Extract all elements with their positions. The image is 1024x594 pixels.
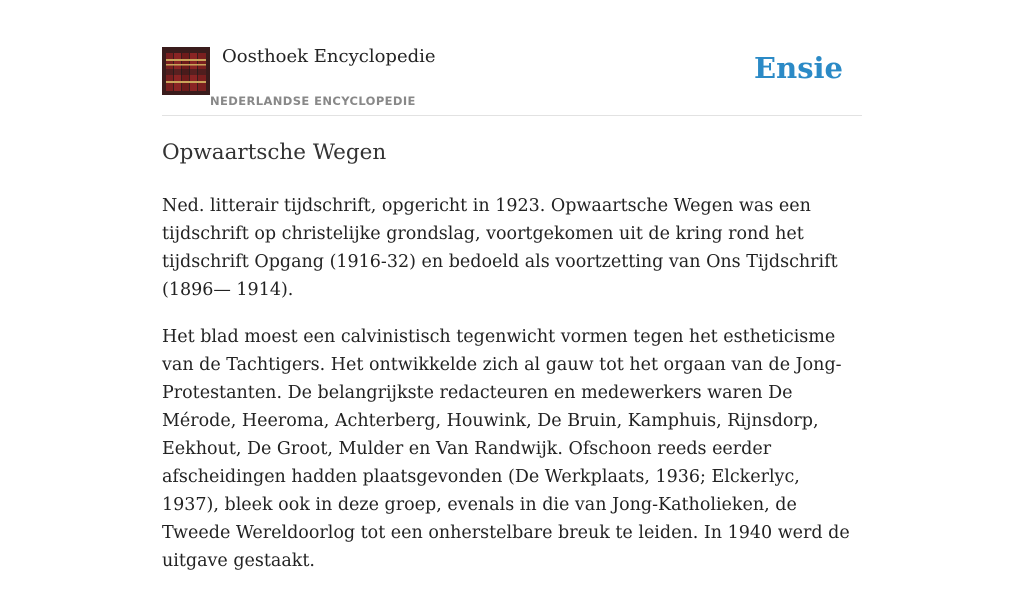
site-header: [162, 0, 862, 116]
article-paragraph: Ned. litterair tijdschrift, opgericht in 1923. Opwaartsche Wegen was een tijdschrift op christelijke grondslag, voortgekomen uit de kring rond het tijdschrift Opgang (1916-32) en bedoeld als voortzetting van Ons Tijdschrift (1896— 1914).: [162, 196, 838, 300]
article-paragraph: Het blad moest een calvinistisch tegenwicht vormen tegen het estheticisme van de Tachtigers. Het ontwikkelde zich al gauw tot het orgaan van de Jong-Protestanten. De belangrijkste redacteuren en medewerkers waren De Mérode, Heeroma, Achterberg, Houwink, De Bruin, Kamphuis, Rijnsdorp, Eekhout, De Groot, Mulder en Van Randwijk. Ofschoon reeds eerder afscheidingen hadden plaatsgevonden (De Werkplaats, 1936; Elckerlyc, 1937), bleek ook in deze groep, evenals in die van Jong-Katholieken, de Tweede Wereldoorlog tot een onherstelbare breuk te leiden. In 1940 werd de uitgave gestaakt.: [162, 327, 850, 571]
encyclopedia-books-icon[interactable]: [162, 47, 210, 95]
article-title: Opwaartsche Wegen: [162, 140, 387, 165]
site-title[interactable]: Oosthoek Encyclopedie: [222, 46, 436, 67]
brand-logo[interactable]: Ensie: [754, 51, 843, 85]
article-body: [162, 192, 862, 594]
site-subtitle: NEDERLANDSE ENCYCLOPEDIE: [210, 94, 416, 108]
